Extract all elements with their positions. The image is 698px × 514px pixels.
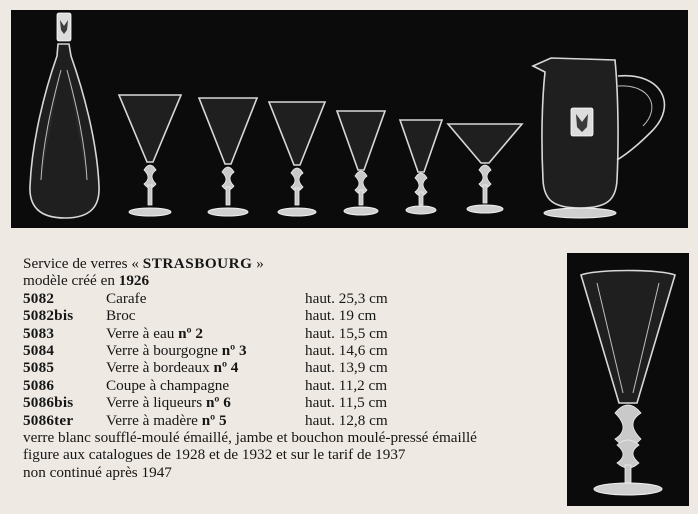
item-row — [23, 412, 563, 429]
bordeaux-glass-image — [269, 102, 325, 216]
item-number: nº 6 — [205, 394, 231, 412]
item-name: Coupe à champagne — [106, 376, 230, 394]
item-row — [23, 307, 563, 324]
jug-image — [533, 58, 664, 218]
model-line-prefix: modèle créé en — [23, 272, 115, 290]
liqueur-glass-image — [400, 120, 442, 214]
item-row — [23, 342, 563, 359]
series-name: STRASBOURG — [142, 255, 253, 272]
item-name: Verre à eau nº 2 — [106, 324, 203, 342]
burgundy-glass-image — [199, 98, 257, 216]
item-height: haut. 12,8 cm — [305, 411, 388, 429]
item-number: nº 4 — [213, 359, 239, 377]
item-ref: 5082 — [23, 289, 55, 307]
series-title-prefix: Service de verres « — [23, 255, 139, 272]
series-title — [23, 255, 563, 272]
item-number: nº 2 — [178, 324, 203, 342]
item-row — [23, 325, 563, 342]
item-height: haut. 19 cm — [305, 307, 377, 325]
item-height: haut. 25,3 cm — [305, 289, 388, 307]
item-row — [23, 290, 563, 307]
item-height: haut. 11,5 cm — [305, 394, 388, 412]
item-ref: 5086bis — [23, 394, 74, 412]
item-name: Carafe — [106, 289, 147, 307]
model-year: 1926 — [118, 272, 150, 290]
item-number: nº 5 — [201, 411, 227, 429]
note-catalogues: figure aux catalogues de 1928 et de 1932 et sur le tarif de 1937 — [23, 446, 406, 464]
item-row — [23, 359, 563, 376]
item-row — [23, 377, 563, 394]
champagne-coupe-image — [448, 124, 522, 213]
item-ref: 5086ter — [23, 411, 74, 429]
glass-detail-photo — [567, 253, 689, 506]
item-height: haut. 11,2 cm — [305, 376, 388, 394]
carafe-image — [30, 13, 99, 218]
series-title-suffix: » — [256, 255, 264, 272]
item-ref: 5083 — [23, 324, 55, 342]
item-name: Verre à madère nº 5 — [106, 411, 227, 429]
item-height: haut. 13,9 cm — [305, 359, 388, 377]
note-discontinued: non continué après 1947 — [23, 463, 172, 481]
catalog-text — [23, 255, 563, 481]
item-height: haut. 14,6 cm — [305, 341, 388, 359]
item-name: Verre à liqueurs nº 6 — [106, 394, 231, 412]
note-material: verre blanc soufflé-moulé émaillé, jambe et bouchon moulé-pressé émaillé — [23, 428, 477, 446]
madeira-glass-image — [337, 111, 385, 215]
item-ref: 5086 — [23, 376, 55, 394]
item-name: Verre à bourgogne nº 3 — [106, 341, 247, 359]
item-row — [23, 394, 563, 411]
item-ref: 5085 — [23, 359, 55, 377]
item-name: Verre à bordeaux nº 4 — [106, 359, 239, 377]
item-name: Broc — [106, 307, 136, 325]
model-line — [23, 272, 563, 289]
water-glass-image — [119, 95, 181, 216]
item-number: nº 3 — [221, 341, 247, 359]
item-ref: 5082bis — [23, 307, 74, 325]
glassware-photo — [11, 10, 688, 228]
item-ref: 5084 — [23, 341, 55, 359]
item-height: haut. 15,5 cm — [305, 324, 388, 342]
